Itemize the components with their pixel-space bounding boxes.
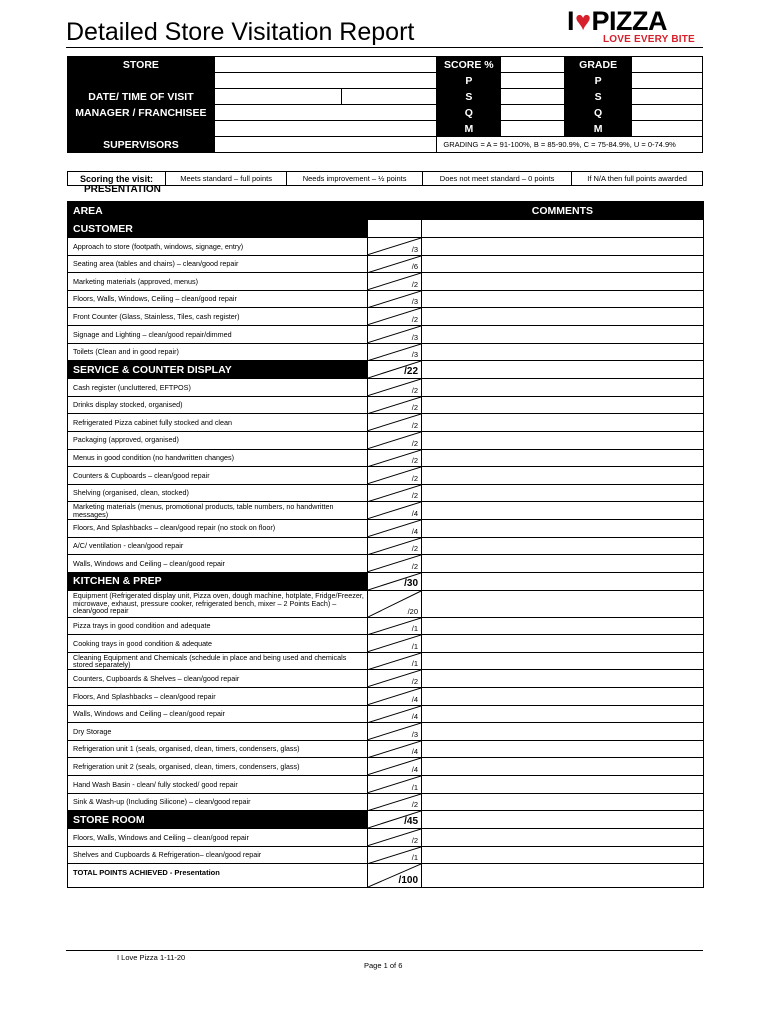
score-max-value: /1	[411, 782, 419, 792]
area-header-row	[68, 202, 704, 220]
comment-cell[interactable]	[422, 793, 704, 811]
score-max-value: /45	[404, 816, 419, 828]
item-label: Walls, Windows and Ceiling – clean/good repair	[68, 705, 368, 723]
grade-row-s-field[interactable]	[632, 89, 703, 105]
section-row	[68, 220, 704, 238]
checklist-row	[68, 238, 704, 256]
section-title: STORE ROOM	[68, 811, 368, 829]
checklist-row	[68, 484, 704, 502]
score-cell[interactable]	[368, 519, 422, 537]
checklist-row	[68, 519, 704, 537]
checklist-row	[68, 555, 704, 573]
comment-cell[interactable]	[422, 220, 704, 238]
score-cell[interactable]	[368, 723, 422, 741]
score-cell[interactable]	[368, 811, 422, 829]
item-label: Counters, Cupboards & Shelves – clean/good repair	[68, 670, 368, 688]
comment-cell[interactable]	[422, 723, 704, 741]
visit-header-table	[67, 56, 703, 153]
score-cell[interactable]	[368, 670, 422, 688]
comment-cell[interactable]	[422, 343, 704, 361]
item-label: Refrigeration unit 1 (seals, organised, clean, timers, condensers, glass)	[68, 740, 368, 758]
score-max-value: /4	[411, 694, 419, 704]
item-label: Seating area (tables and chairs) – clean/good repair	[68, 255, 368, 273]
item-label: Pizza trays in good condition and adequate	[68, 617, 368, 635]
comment-cell[interactable]	[422, 846, 704, 864]
section-title: KITCHEN & PREP	[68, 572, 368, 590]
item-label: Shelving (organised, clean, stocked)	[68, 484, 368, 502]
section-row	[68, 361, 704, 379]
item-label: Floors, And Splashbacks – clean/good repair	[68, 688, 368, 706]
header-row-date	[68, 89, 703, 105]
page-number: Page 1 of 6	[364, 961, 403, 970]
checklist-row	[68, 776, 704, 794]
score-row-m-label: M	[437, 121, 501, 137]
score-max-value: /22	[404, 366, 419, 378]
grade-row-q-field[interactable]	[632, 105, 703, 121]
comment-cell[interactable]	[422, 325, 704, 343]
item-label: Marketing materials (menus, promotional products, table numbers, no handwritten messages)	[68, 502, 368, 520]
score-row-s-label: S	[437, 89, 501, 105]
score-max-value: /4	[411, 508, 419, 518]
header-row-m	[68, 121, 703, 137]
comment-cell[interactable]	[422, 670, 704, 688]
score-max-value: /4	[411, 765, 419, 775]
logo-letter-i: I	[567, 6, 575, 36]
score-max-value: /1	[411, 853, 419, 863]
comment-cell[interactable]	[422, 396, 704, 414]
scoring-option-zero: Does not meet standard – 0 points	[423, 172, 572, 186]
score-max-value: /3	[411, 332, 419, 342]
comment-cell[interactable]	[422, 308, 704, 326]
score-max-value: /2	[411, 385, 419, 395]
grade-row-q-label: Q	[565, 105, 632, 121]
title-divider	[66, 47, 703, 48]
item-label: Dry Storage	[68, 723, 368, 741]
item-label: Refrigeration unit 2 (seals, organised, clean, timers, condensers, glass)	[68, 758, 368, 776]
checklist-row	[68, 396, 704, 414]
score-cell[interactable]	[368, 308, 422, 326]
score-max-value: /2	[411, 473, 419, 483]
score-cell[interactable]	[368, 396, 422, 414]
presentation-heading: PRESENTATION	[84, 184, 161, 195]
score-max-value: /2	[411, 835, 419, 845]
score-max-value: /2	[411, 420, 419, 430]
store-label-extra	[68, 73, 215, 89]
item-label: Marketing materials (approved, menus)	[68, 273, 368, 291]
checklist-row	[68, 723, 704, 741]
checklist-row	[68, 537, 704, 555]
score-max-value: /2	[411, 544, 419, 554]
score-max-value: /2	[411, 800, 419, 810]
header-row-p	[68, 73, 703, 89]
heart-icon: ♥	[575, 6, 591, 36]
score-max-value: /2	[411, 677, 419, 687]
score-max-value: /3	[411, 244, 419, 254]
score-cell[interactable]	[368, 379, 422, 397]
grade-row-p-field[interactable]	[632, 73, 703, 89]
score-cell[interactable]	[368, 590, 422, 617]
item-label: Counters & Cupboards – clean/good repair	[68, 467, 368, 485]
section-title: CUSTOMER	[68, 220, 368, 238]
total-label: TOTAL POINTS ACHIEVED - Presentation	[68, 864, 368, 888]
checklist-row	[68, 308, 704, 326]
comment-cell[interactable]	[422, 776, 704, 794]
item-label: Approach to store (footpath, windows, signage, entry)	[68, 238, 368, 256]
checklist-row	[68, 829, 704, 847]
score-max-value: /1	[411, 641, 419, 651]
score-pct-field[interactable]	[501, 57, 565, 73]
comment-cell[interactable]	[422, 449, 704, 467]
comment-cell[interactable]	[422, 758, 704, 776]
comment-cell[interactable]	[422, 273, 704, 291]
time-field[interactable]	[341, 89, 437, 105]
score-cell[interactable]	[368, 652, 422, 670]
score-max-value: /2	[411, 438, 419, 448]
checklist-row	[68, 325, 704, 343]
page-title: Detailed Store Visitation Report	[66, 18, 415, 46]
comment-cell[interactable]	[422, 705, 704, 723]
score-cell[interactable]	[368, 635, 422, 653]
logo-tagline: LOVE EVERY BITE	[603, 34, 695, 45]
score-row-q-field[interactable]	[501, 105, 565, 121]
item-label: Toilets (Clean and in good repair)	[68, 343, 368, 361]
item-label: Sink & Wash-up (Including Silicone) – clean/good repair	[68, 793, 368, 811]
presentation-checklist-table	[67, 201, 704, 888]
manager-label-extra	[68, 121, 215, 137]
checklist-row	[68, 414, 704, 432]
supervisors-field[interactable]	[214, 137, 437, 153]
supervisors-label: SUPERVISORS	[68, 137, 215, 153]
item-label: Floors, Walls, Windows, Ceiling – clean/good repair	[68, 290, 368, 308]
section-row	[68, 811, 704, 829]
comment-cell[interactable]	[422, 829, 704, 847]
checklist-row	[68, 652, 704, 670]
checklist-row	[68, 635, 704, 653]
header-row-supervisors	[68, 137, 703, 153]
item-label: Shelves and Cupboards & Refrigeration– clean/good repair	[68, 846, 368, 864]
scoring-option-half: Needs improvement – ½ points	[287, 172, 423, 186]
grade-label: GRADE	[565, 57, 632, 73]
item-label: A/C/ ventilation - clean/good repair	[68, 537, 368, 555]
checklist-row	[68, 273, 704, 291]
manager-field[interactable]	[214, 105, 437, 121]
scoring-label: Scoring the visit:	[68, 172, 166, 186]
grade-field[interactable]	[632, 57, 703, 73]
checklist-row	[68, 688, 704, 706]
item-label: Floors, Walls, Windows and Ceiling – clean/good repair	[68, 829, 368, 847]
comment-cell[interactable]	[422, 290, 704, 308]
score-cell[interactable]	[368, 467, 422, 485]
comment-cell[interactable]	[422, 467, 704, 485]
comment-cell[interactable]	[422, 688, 704, 706]
header-row-manager	[68, 105, 703, 121]
score-cell[interactable]	[368, 502, 422, 520]
score-cell[interactable]	[368, 484, 422, 502]
score-row-s-field[interactable]	[501, 89, 565, 105]
store-field-extra[interactable]	[214, 73, 437, 89]
manager-label: MANAGER / FRANCHISEE	[68, 105, 215, 121]
score-max-value: /2	[411, 491, 419, 501]
comment-cell[interactable]	[422, 590, 704, 617]
score-max-value: /4	[411, 712, 419, 722]
score-row-q-label: Q	[437, 105, 501, 121]
score-row-p-field[interactable]	[501, 73, 565, 89]
score-max-value: /3	[411, 729, 419, 739]
comment-cell[interactable]	[422, 635, 704, 653]
item-label: Menus in good condition (no handwritten changes)	[68, 449, 368, 467]
score-cell[interactable]	[368, 431, 422, 449]
checklist-row	[68, 758, 704, 776]
checklist-row	[68, 431, 704, 449]
comment-cell[interactable]	[422, 652, 704, 670]
score-cell[interactable]	[368, 255, 422, 273]
item-label: Cooking trays in good condition & adequate	[68, 635, 368, 653]
logo-wordmark	[567, 6, 667, 36]
checklist-row	[68, 379, 704, 397]
footer-version: I Love Pizza 1-11-20	[117, 953, 186, 962]
score-cell[interactable]	[368, 617, 422, 635]
item-label: Hand Wash Basin - clean/ fully stocked/ good repair	[68, 776, 368, 794]
score-cell[interactable]	[368, 361, 422, 379]
score-max-value: /6	[411, 262, 419, 272]
score-max-value: /2	[411, 279, 419, 289]
score-row-p-label: P	[437, 73, 501, 89]
score-cell[interactable]	[368, 705, 422, 723]
score-cell[interactable]	[368, 537, 422, 555]
date-field[interactable]	[214, 89, 341, 105]
comment-cell[interactable]	[422, 502, 704, 520]
header-row-store	[68, 57, 703, 73]
score-cell[interactable]	[368, 449, 422, 467]
item-label: Signage and Lighting – clean/good repair/dimmed	[68, 325, 368, 343]
score-max-value: /3	[411, 350, 419, 360]
score-pct-label: SCORE %	[437, 57, 501, 73]
score-cell[interactable]	[368, 758, 422, 776]
checklist-row	[68, 793, 704, 811]
grade-row-s-label: S	[565, 89, 632, 105]
comment-cell[interactable]	[422, 238, 704, 256]
checklist-row	[68, 846, 704, 864]
checklist-row	[68, 343, 704, 361]
score-cell[interactable]	[368, 325, 422, 343]
checklist-row	[68, 740, 704, 758]
comment-cell[interactable]	[422, 414, 704, 432]
checklist-row	[68, 255, 704, 273]
score-cell[interactable]	[368, 290, 422, 308]
checklist-row	[68, 705, 704, 723]
comment-cell[interactable]	[422, 361, 704, 379]
score-cell[interactable]	[368, 776, 422, 794]
comment-cell[interactable]	[422, 379, 704, 397]
score-cell[interactable]	[368, 793, 422, 811]
score-row-m-field[interactable]	[501, 121, 565, 137]
item-label: Floors, And Splashbacks – clean/good repair (no stock on floor)	[68, 519, 368, 537]
score-max-value: /20	[407, 606, 419, 616]
scoring-key-table	[67, 171, 703, 186]
item-label: Packaging (approved, organised)	[68, 431, 368, 449]
comment-cell[interactable]	[422, 431, 704, 449]
score-max-value: /2	[411, 314, 419, 324]
score-max-value: /2	[411, 403, 419, 413]
score-max-value: /4	[411, 747, 419, 757]
section-row	[68, 572, 704, 590]
score-cell[interactable]	[368, 220, 422, 238]
item-label: Walls, Windows and Ceiling – clean/good repair	[68, 555, 368, 573]
item-label: Front Counter (Glass, Stainless, Tiles, cash register)	[68, 308, 368, 326]
comment-cell[interactable]	[422, 617, 704, 635]
score-cell[interactable]	[368, 846, 422, 864]
item-label: Cleaning Equipment and Chemicals (schedule in place and being used and chemicals stored separately)	[68, 652, 368, 670]
score-cell[interactable]	[368, 740, 422, 758]
score-max-value: /100	[398, 875, 419, 887]
area-header: AREA	[68, 202, 422, 220]
item-label: Refrigerated Pizza cabinet fully stocked and clean	[68, 414, 368, 432]
score-cell[interactable]	[368, 864, 422, 888]
score-max-value: /2	[411, 561, 419, 571]
item-label: Drinks display stocked, organised)	[68, 396, 368, 414]
brand-logo	[567, 6, 701, 46]
score-max-value: /1	[411, 624, 419, 634]
total-row	[68, 864, 704, 888]
date-time-label: DATE/ TIME OF VISIT	[68, 89, 215, 105]
score-max-value: /4	[411, 526, 419, 536]
checklist-row	[68, 590, 704, 617]
grading-scale: GRADING = A = 91-100%, B = 85-90.9%, C = 75-84.9%, U = 0-74.9%	[437, 137, 703, 153]
comment-cell[interactable]	[422, 864, 704, 888]
comment-cell[interactable]	[422, 537, 704, 555]
score-max-value: /2	[411, 456, 419, 466]
store-label: STORE	[68, 57, 215, 73]
checklist-row	[68, 502, 704, 520]
score-cell[interactable]	[368, 829, 422, 847]
comment-cell[interactable]	[422, 519, 704, 537]
checklist-row	[68, 290, 704, 308]
item-label: Cash register (uncluttered, EFTPOS)	[68, 379, 368, 397]
checklist-row	[68, 670, 704, 688]
comment-cell[interactable]	[422, 572, 704, 590]
grade-row-m-label: M	[565, 121, 632, 137]
grade-row-m-field[interactable]	[632, 121, 703, 137]
footer-divider	[66, 950, 703, 951]
manager-field-extra[interactable]	[214, 121, 437, 137]
score-max-value: /30	[404, 577, 419, 589]
section-title: SERVICE & COUNTER DISPLAY	[68, 361, 368, 379]
comment-cell[interactable]	[422, 255, 704, 273]
grade-row-p-label: P	[565, 73, 632, 89]
logo-word-pizza: PIZZA	[591, 6, 668, 36]
score-cell[interactable]	[368, 273, 422, 291]
scoring-option-full: Meets standard – full points	[166, 172, 287, 186]
store-field[interactable]	[214, 57, 437, 73]
score-max-value: /1	[411, 659, 419, 669]
score-cell[interactable]	[368, 572, 422, 590]
score-cell[interactable]	[368, 555, 422, 573]
score-max-value: /3	[411, 297, 419, 307]
item-label: Equipment (Refrigerated display unit, Pizza oven, dough machine, hotplate, Fridge/Freezer, microwave, exhaust, pressure cooker, refrigerated bench, mixer – 2 Points Each) – clean/good repair	[68, 590, 368, 617]
comments-header: COMMENTS	[422, 202, 704, 220]
comment-cell[interactable]	[422, 484, 704, 502]
checklist-row	[68, 467, 704, 485]
comment-cell[interactable]	[422, 740, 704, 758]
scoring-option-na: If N/A then full points awarded	[572, 172, 703, 186]
score-cell[interactable]	[368, 688, 422, 706]
checklist-row	[68, 449, 704, 467]
score-cell[interactable]	[368, 343, 422, 361]
comment-cell[interactable]	[422, 811, 704, 829]
score-cell[interactable]	[368, 238, 422, 256]
comment-cell[interactable]	[422, 555, 704, 573]
checklist-row	[68, 617, 704, 635]
score-cell[interactable]	[368, 414, 422, 432]
